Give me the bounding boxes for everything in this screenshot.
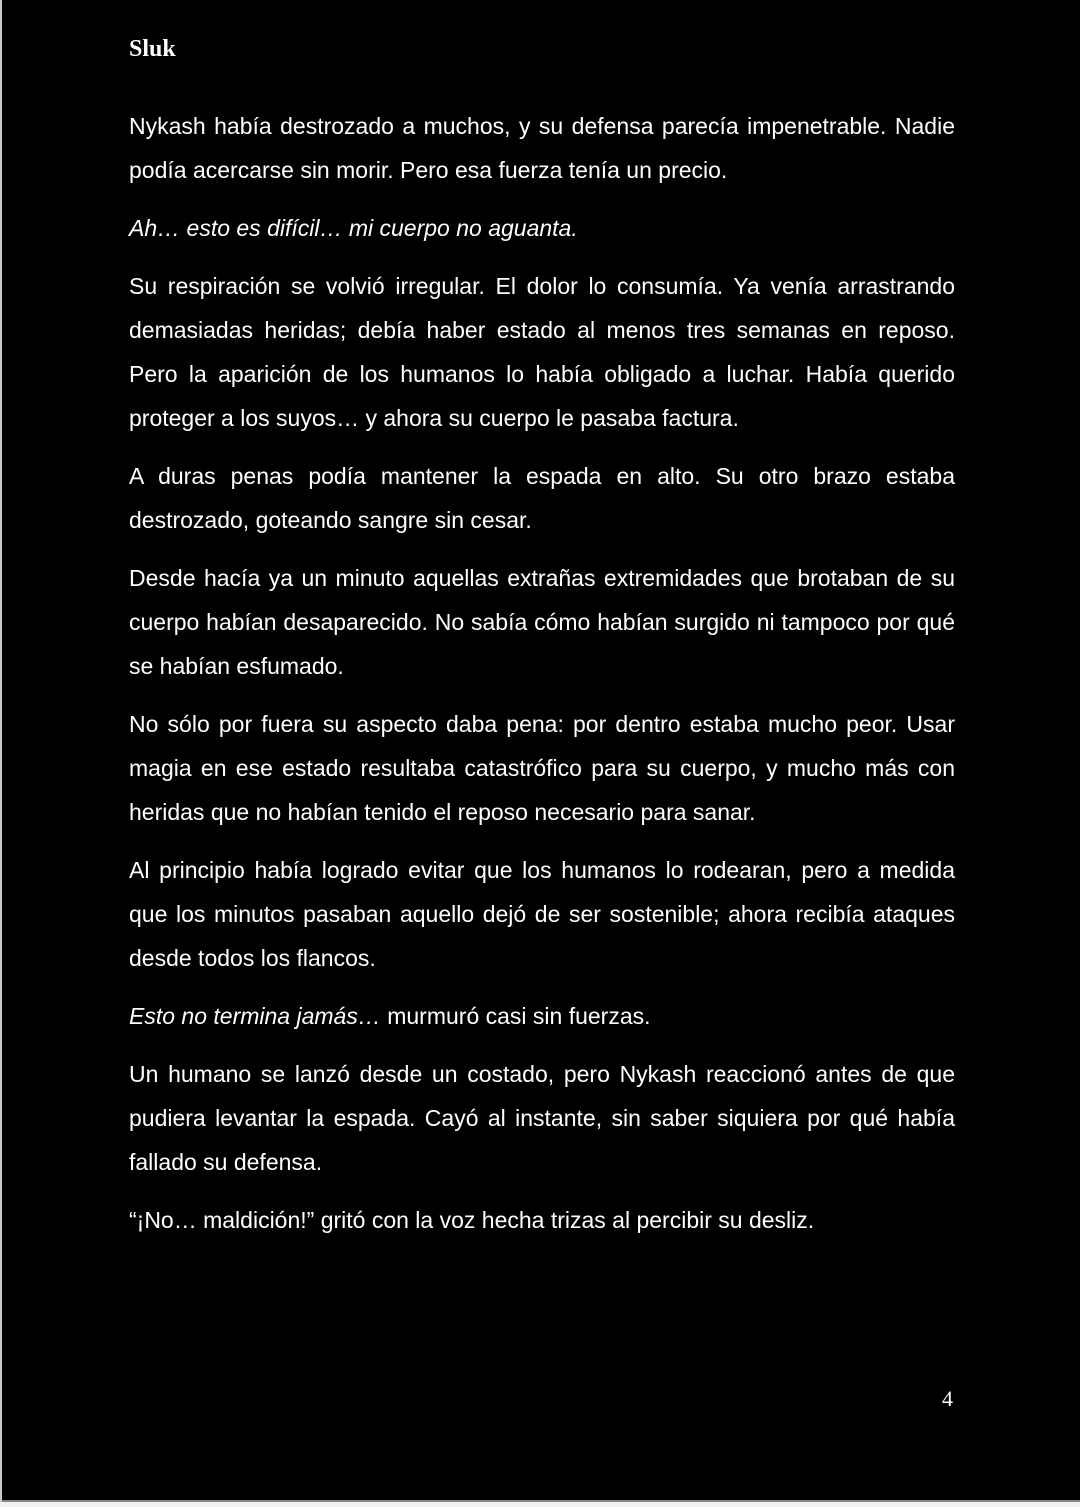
page-number: 4 — [942, 1386, 953, 1411]
paragraph-thought: Ah… esto es difícil… mi cuerpo no aguanta. — [129, 215, 578, 241]
paragraph: A duras penas podía mantener la espada en alto. Su otro brazo estaba destrozado, goteando sangre sin cesar. — [129, 463, 955, 533]
paragraph: No sólo por fuera su aspecto daba pena: por dentro estaba mucho peor. Usar magia en ese estado resultaba catastrófico para su cuerpo, y mucho más con heridas que no habían tenido el reposo necesario para sanar. — [129, 711, 955, 825]
document-page — [2, 0, 1080, 1502]
paragraph: Nykash había destrozado a muchos, y su defensa parecía impenetrable. Nadie podía acercarse sin morir. Pero esa fuerza tenía un precio. — [129, 113, 955, 183]
paragraph-thought: Esto no termina jamás… murmuró casi sin fuerzas. — [129, 1003, 651, 1029]
page-body — [129, 104, 955, 1256]
paragraph: Un humano se lanzó desde un costado, pero Nykash reaccionó antes de que pudiera levantar la espada. Cayó al instante, sin saber siquiera por qué había fallado su defensa. — [129, 1061, 955, 1175]
paragraph: Al principio había logrado evitar que los humanos lo rodearan, pero a medida que los minutos pasaban aquello dejó de ser sostenible; ahora recibía ataques desde todos los flancos. — [129, 857, 955, 971]
running-header: Sluk — [129, 36, 176, 62]
paragraph: Su respiración se volvió irregular. El dolor lo consumía. Ya venía arrastrando demasiadas heridas; debía haber estado al menos tres semanas en reposo. Pero la aparición de los humanos lo había obligado a luchar. Había querido proteger a los suyos… y ahora su cuerpo le pasaba factura. — [129, 273, 955, 431]
paragraph: Desde hacía ya un minuto aquellas extrañas extremidades que brotaban de su cuerpo habían desaparecido. No sabía cómo habían surgido ni tampoco por qué se habían esfumado. — [129, 565, 955, 679]
paragraph-dialogue: “¡No… maldición!” gritó con la voz hecha trizas al percibir su desliz. — [129, 1207, 815, 1233]
